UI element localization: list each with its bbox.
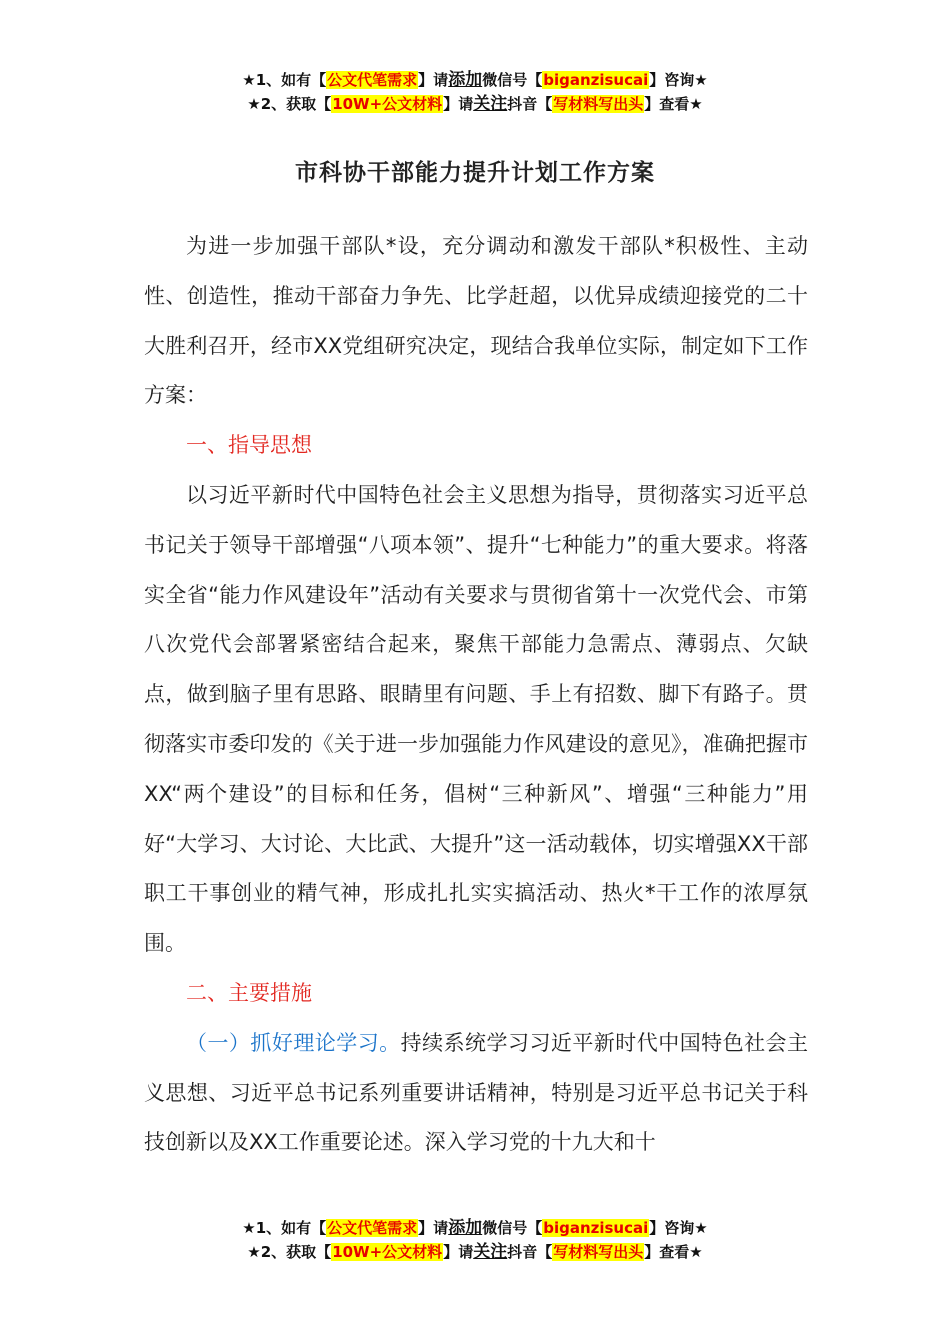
subsection-body: 持续系统学习习近平新时代中国特色社会主义思想、习近平总书记系列重要讲话精神，特别是习近平总书记关于科技创新以及XX工作重要论述。深入学习党的十九大和十: [144, 1030, 809, 1155]
promo-text: 】请: [443, 95, 474, 113]
promo-text: ★2、获取【: [247, 1243, 332, 1261]
promo-text: 抖音【: [507, 95, 553, 113]
promo-text: ★2、获取【: [247, 95, 332, 113]
promo-text: 】咨询★: [649, 71, 708, 89]
promo-text: 】请: [418, 71, 449, 89]
promo-text: 抖音【: [507, 1243, 553, 1261]
header-promo-banner: [0, 68, 950, 116]
wechat-id-highlight: biganzisucai: [543, 71, 649, 89]
document-body: [144, 222, 808, 1168]
promo-line-1: [0, 68, 950, 92]
promo-text: 微信号【: [482, 71, 543, 89]
section-body-guiding-ideology: 以习近平新时代中国特色社会主义思想为指导，贯彻落实习近平总书记关于领导干部增强“八项本领”、提升“七种能力”的重大要求。将落实全省“能力作风建设年”活动有关要求与贯彻省第十一次党代会、市第八次党代会部署紧密结合起来，聚焦干部能力急需点、薄弱点、欠缺点，做到脑子里有思路、眼睛里有问题、手上有招数、脚下有路子。贯彻落实市委印发的《关于进一步加强能力作风建设的意见》，准确把握市XX“两个建设”的目标和任务，倡树“三种新风”、增强“三种能力”用好“大学习、大讨论、大比武、大提升”这一活动载体，切实增强XX干部职工干事创业的精气神，形成扎扎实实搞活动、热火*干工作的浓厚氛围。: [144, 482, 808, 956]
promo-highlight: 公文代笔需求: [327, 71, 418, 89]
section-heading-main-measures: 二、主要措施: [186, 980, 312, 1005]
promo-line-2: [0, 1240, 950, 1264]
promo-text: ★1、如有【: [242, 71, 327, 89]
douyin-id-highlight: 写材料写出头: [553, 95, 644, 113]
promo-text: 微信号【: [482, 1219, 543, 1237]
promo-highlight: 10W+公文材料: [332, 95, 443, 113]
document-title: 市科协干部能力提升计划工作方案: [295, 160, 655, 186]
promo-underline: 添加: [448, 1218, 483, 1238]
promo-line-2: [0, 92, 950, 116]
promo-underline: 添加: [448, 70, 483, 90]
promo-text: 】查看★: [644, 95, 703, 113]
promo-highlight: 公文代笔需求: [327, 1219, 418, 1237]
promo-highlight: 10W+公文材料: [332, 1243, 443, 1261]
douyin-id-highlight: 写材料写出头: [553, 1243, 644, 1261]
promo-line-1: [0, 1216, 950, 1240]
footer-promo-banner: [0, 1216, 950, 1264]
promo-text: 】咨询★: [649, 1219, 708, 1237]
intro-paragraph: 为进一步加强干部队*设，充分调动和激发干部队*积极性、主动性、创造性，推动干部奋力争先、比学赶超，以优异成绩迎接党的二十大胜利召开，经市XX党组研究决定，现结合我单位实际，制定如下工作方案：: [144, 234, 808, 408]
subsection-label: （一）抓好理论学习。: [186, 1030, 401, 1055]
promo-underline: 关注: [473, 1242, 508, 1262]
subsection-theory-study: [144, 1019, 808, 1168]
promo-text: ★1、如有【: [242, 1219, 327, 1237]
wechat-id-highlight: biganzisucai: [543, 1219, 649, 1237]
promo-text: 】查看★: [644, 1243, 703, 1261]
promo-text: 】请: [418, 1219, 449, 1237]
promo-underline: 关注: [473, 94, 508, 114]
promo-text: 】请: [443, 1243, 474, 1261]
section-heading-guiding-ideology: 一、指导思想: [186, 433, 312, 458]
